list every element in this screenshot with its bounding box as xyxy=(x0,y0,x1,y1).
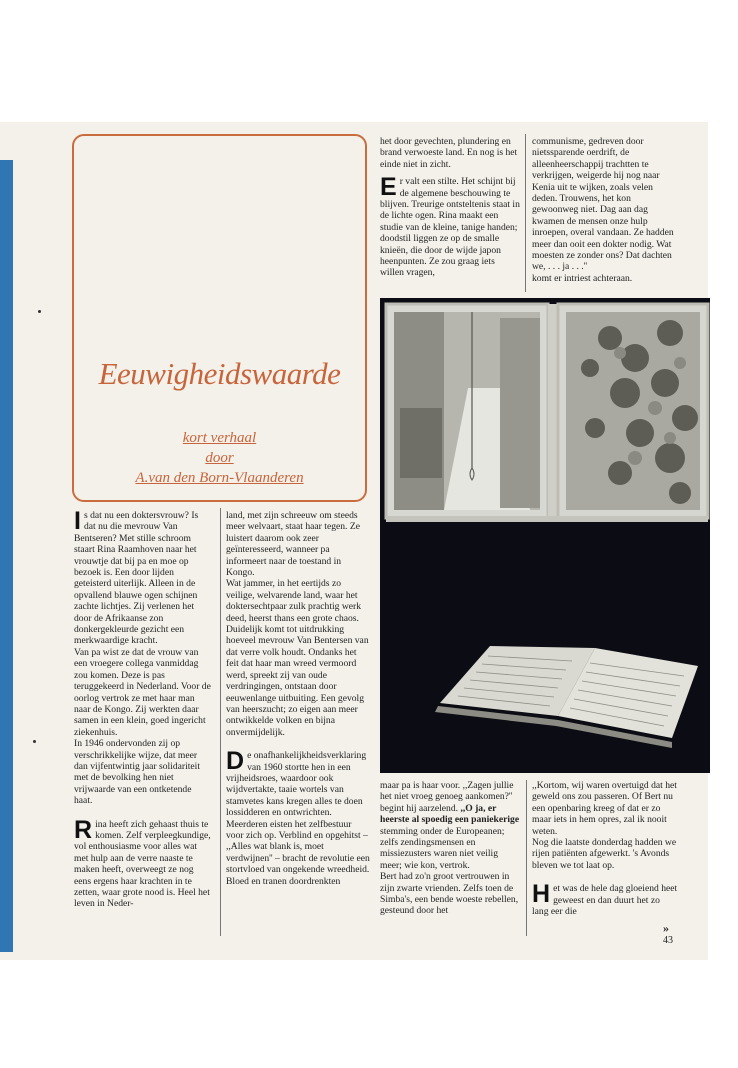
speck xyxy=(33,740,36,743)
paragraph: komt er intriest achteraan. xyxy=(532,272,633,284)
column-rule xyxy=(525,134,526,292)
paragraph xyxy=(74,815,212,910)
paragraph: land, met zijn schreeuw om steeds meer welvaart, staat haar tegen. Ze luistert daarom ook zeer geïnteresseerd, wanneer pa informeert naar de toestand in Kongo. xyxy=(226,510,360,579)
drop-cap: I xyxy=(74,507,81,535)
paragraph xyxy=(380,173,520,279)
paragraph-text: ina heeft zich gehaast thuis te komen. Zelf verpleegkundige, vol enthousiasme voor alles wat met hulp aan de verre naaste te maken heeft, overweegt ze nog eens ergens haar krachten in te zetten, waar grote nood is. Heel het leven in Neder- xyxy=(74,818,211,910)
paragraph: communisme, gedreven door nietssparende oerdrift, de alleenheerschappij trachtten te verkrijgen, weigerde hij nog naar Kenia uit te wijken, zoals velen deden. Trouwens, het kon gewoonweg niet. Dag aan dag kwamen de mensen onze hulp inroepen, overal vandaan. Ze hadden meer dan ooit een dokter nodig. Wat moesten ze zonder ons? Dat dachten we, . . . ja . . .'' xyxy=(532,136,674,273)
page-edge-bar xyxy=(0,160,13,952)
paragraph xyxy=(74,507,212,647)
paragraph: Van pa wist ze dat de vrouw van een vroegere collega vanmiddag zou komen. Deze is pas teruggekeerd in Nederland. Voor de oorlog vertrok ze met haar man naar de Kongo. Zij werkten daar samen in een klein, goed ingericht ziekenhuis. xyxy=(74,646,211,738)
paragraph-text: s dat nu een doktersvrouw? Is dat nu die mevrouw Van Bentseren? Met stille schroom staart Rina Raamhoven naar het vrouwtje dat bij pa en moe op bezoek is. Een door lijden geteisterd uiterlijk. Alleen in de opvallend blauwe ogen schijnen zachte lichtjes. Zij verlenen het door de Afrikaanse zon donkergekleurde gezicht een merkwaardige kracht. xyxy=(74,510,199,647)
drop-cap: E xyxy=(380,173,397,202)
paragraph-text: e onafhankelijkheidsverklaring van 1960 stortte hen in een vrijheidsroes, waardoor ook wijdvertakte, taaie wortels van stamvetes kans kregen alles te doen lossidderen en ontwrichten. Meerderen eisten het zelfbestuur voor zich op. Verblind en opgehitst – ,,Alles wat blank is, moet verdwijnen'' – bracht de revolutie een stortvloed van ongekende wreedheid. xyxy=(226,750,370,876)
photo-illustration xyxy=(380,298,710,773)
paragraph xyxy=(380,780,522,871)
drop-cap: R xyxy=(74,815,93,844)
article-title: Eeuwigheidswaarde xyxy=(98,356,341,391)
paragraph-text: r valt een stilte. Het schijnt bij de algemene beschouwing te blijven. Treurige ontsteltenis staat in de lichte ogen. Rina maakt een studie van de kleine, tanige handen; doodstil liggen ze op de smalle knieën, die door de wijde japon heenpunten. Ze zou graag iets willen vragen, xyxy=(380,176,520,279)
paragraph: Bert had zo'n groot vertrouwen in zijn zwarte vrienden. Zelfs toen de Simba's, een bende woeste rebellen, gesteund door het xyxy=(380,871,519,917)
continue-arrow-icon: » xyxy=(663,921,669,935)
paragraph xyxy=(226,747,370,876)
text-column-3-bottom xyxy=(380,780,522,917)
text-column-3-top xyxy=(380,136,520,279)
paragraph: Nog die laatste donderdag hadden we rijen patiënten afgewerkt. 's Avonds bleven we tot laat op. xyxy=(532,837,677,871)
text-column-4-bottom xyxy=(532,780,678,917)
paragraph xyxy=(532,880,678,918)
paragraph-text-bold: ,,O ja, er heerste al spoedig een paniekerige xyxy=(380,802,520,826)
text-column-1 xyxy=(74,507,212,910)
paragraph: het door gevechten, plundering en brand verwoeste land. En nog is het einde niet in zicht. xyxy=(380,136,518,170)
article-byline-label: door xyxy=(205,450,234,466)
drop-cap: H xyxy=(532,880,551,909)
article-subtitle: kort verhaal xyxy=(182,430,257,446)
paragraph: Wat jammer, in het eertijds zo veilige, welvarende land, waar het doktersechtpaar zulk prachtig werk deed, heerst thans een grote chaos. Duidelijk komt tot uitdrukking hoeveel mevrouw Van Bentersen van dat verre volk houdt. Ondanks het feit dat haar man wreed vermoord werd, spreekt zij van oude verdringingen, ontstaan door eeuwenlange uitbuiting. Een gevolg van heerszucht; zo eigen aan meer ontwikkelde volken en bijna onvermijdelijk. xyxy=(226,578,369,738)
paragraph: Bloed en tranen doordrenkten xyxy=(226,875,341,887)
paragraph: In 1946 ondervonden zij op verschrikkelijke wijze, dat meer dan vijfentwintig jaar solidariteit met de bevolking hen niet vrijwaarde van een ontketende haat. xyxy=(74,738,201,807)
text-column-4-top xyxy=(532,136,678,284)
paragraph-text: et was de hele dag gloeiend heet geweest en dan duurt het zo lang eer die xyxy=(532,883,678,918)
speck xyxy=(38,310,41,313)
paragraph-text: stemming onder de Europeanen; zelfs zendingsmensen en missiezusters waren niet veilig meer; wie kon, vertrok. xyxy=(380,825,505,871)
article-author: A.van den Born-Vlaanderen xyxy=(135,470,304,486)
paragraph: ,,Kortom, wij waren overtuigd dat het geweld ons zou passeren. Of Bert nu een openbaring kreeg of dat er zo maar iets in hem opres, zal ik nooit weten. xyxy=(532,780,677,837)
text-column-2 xyxy=(226,510,370,887)
page-number: 43 xyxy=(663,935,673,946)
window-and-bible-photo xyxy=(380,298,710,773)
column-rule xyxy=(526,780,527,936)
paragraph-text: maar pa is haar voor. ,,Zagen jullie het niet vroeg genoeg aankomen?'' begint hij aarzelend. xyxy=(380,780,514,814)
drop-cap: D xyxy=(226,747,245,776)
column-rule xyxy=(220,508,221,936)
